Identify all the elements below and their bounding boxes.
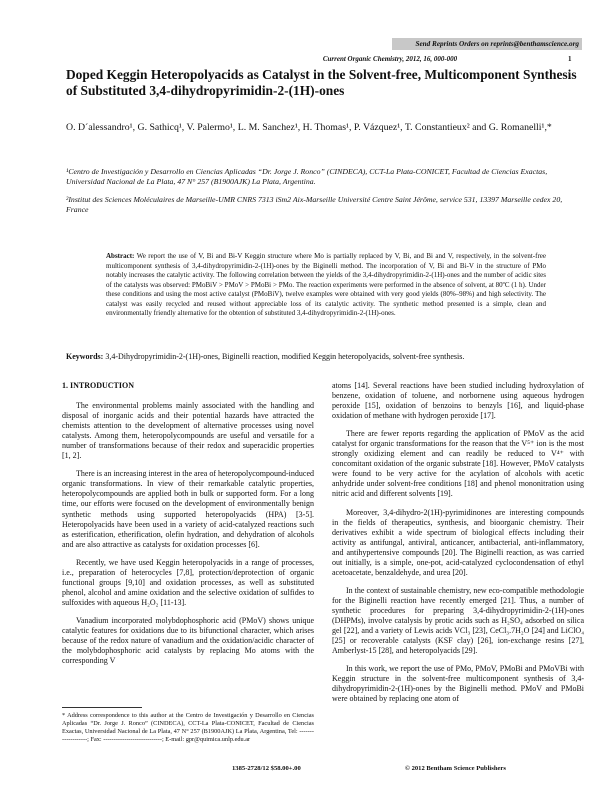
- footnote-rule: [62, 707, 142, 708]
- paragraph: Moreover, 3,4-dihydro-2(1H)-pyrimidinones are interesting compounds in the fields of therapeutics, synthesis, and bioorganic chemistry. Their derivatives exhibit a wide spectrum of biological effects including their activity as antifungal, antiviral, anticancer, antibacterial, anti-inflammatory, and antihypertensive compounds [20]. The Biginelli reaction, as was carried out initially, is a simple, one-pot, acid-catalyzed cyclocondensation of ethyl acetoacetate, benzaldehyde, and urea [20].: [332, 507, 584, 577]
- affiliation-2: ²Institut des Sciences Moléculaires de Marseille-UMR CNRS 7313 iSm2 Aix-Marseille Université Centre Saint Jérôme, service 531, 13397 Marseille cedex 20, France: [66, 195, 563, 215]
- abstract-text: We report the use of V, Bi and Bi-V Keggin structure where Mo is partially replaced by V, Bi, and Bi and V, respectively, in the solvent-free multicomponent synthesis of 3,4-dihydropyrimidin-2-(1H)-ones by the Biginelli method. The incorporation of V, Bi and Bi-V in the structure of PMo notably increases the catalytic activity. The following correlation between the yields of the 3,4-dihydropyrimidin-2-(1H)-ones and the number of acidic sites of the catalysts was observed: PMoBiV > PMoV > PMoBi > PMo. The reaction experiments were performed in the absence of solvent, at 80ºC (1 h). Under these conditions and using the most active catalyst (PMoBiV), twelve examples were obtained with very good yields (80%–98%) and high selectivity. The catalyst was easily recycled and reused without appreciable loss of its catalytic activity. The synthetic method presented is a simple, clean and environmentally friendly alternative for the obtention of substituted 3,4-dihydropyrimidin-2-(1H)-ones.: [106, 252, 547, 318]
- reprint-notice: Send Reprints Orders on reprints@benthamscience.org: [415, 40, 579, 48]
- author-list: O. D´alessandro¹, G. Sathicq¹, V. Palermo¹, L. M. Sanchez¹, H. Thomas¹, P. Vázquez¹, T. Constantieux² and G. Romanelli¹,*: [66, 122, 552, 133]
- paragraph: There is an increasing interest in the area of heteropolycompound-induced organic transformations. In view of their remarkable catalytic properties, heteropolycompounds are applied both in bulk or supported form. For a long time, our efforts were focused on the development of environmentally benign synthetic methods using supported heteropolyacids (HPA) [3-5]. Heteropolyacids have been used in a variety of acid-catalyzed reactions such as esterification, etherification, olefin hydration, and dehydration of alcohols and are also attractive as catalysts for oxidation processes [6].: [62, 469, 314, 549]
- section-heading: 1. INTRODUCTION: [62, 381, 135, 390]
- affiliation-1: ¹Centro de Investigación y Desarrollo en Ciencias Aplicadas “Dr. Jorge J. Ronco” (CINDECA), CCT-La Plata-CONICET, Facultad de Ciencias Exactas, Universidad Nacional de La Plata, 47 N° 257 (B1900AJK) La Plata, Argentina.: [66, 167, 548, 187]
- abstract-label: Abstract:: [106, 252, 135, 260]
- article-title: Doped Keggin Heteropolyacids as Catalyst in the Solvent-free, Multicomponent Synthesis of Substituted 3,4-dihydropyrimidin-2-(1H)-ones: [66, 67, 577, 99]
- paragraph: The environmental problems mainly associated with the handling and disposal of inorganic acids and their potential hazards have attracted the chemists attention to the development of alternative processes using novel catalysts. Among them, heteropolycompounds are useful and versatile for a number of transformations because of their redox and superacidic properties [1, 2].: [62, 401, 314, 461]
- document-code: 1385-2728/12 $58.00+.00: [232, 765, 301, 772]
- paragraph: Vanadium incorporated molybdophosphoric acid (PMoV) shows unique catalytic features for oxidations due to its bifunctional character, which arises because of the redox nature of vanadium and the oxidation/acidic character of the molybdophosphoric acid catalysts by replacing Mo atoms with the corresponding V: [62, 615, 314, 666]
- left-column: [62, 381, 314, 674]
- abstract: [106, 252, 546, 319]
- paragraph: Recently, we have used Keggin heteropolyacids in a range of processes, i.e., preparation of heterocycles [7,8], protection/deprotection of organic functional groups [9,10] and oxidation processes, as well as substituted phenol, alcohol and amine oxidation and the selective oxidation of sulfides to sulfoxides with aqueous H₂O₂ [11-13].: [62, 557, 314, 607]
- keywords-label: Keywords:: [66, 352, 104, 361]
- right-column: [332, 381, 584, 712]
- page-number: 1: [568, 55, 572, 63]
- correspondence-footnote: * Address correspondence to this author at the Centro de Investigación y Desarrollo en Ciencias Aplicadas “Dr. Jorge J. Ronco” (CINDECA), CCT-La Plata-CONICET, Facultad de Ciencias Exactas, Universidad Nacional de La Plata, 47 N° 257 (B1900AJK) La Plata, Argentina, Tel: -------------------; Fax: ----------------------------; E-mail: gpr@quimica.unlp.edu.ar: [62, 712, 314, 743]
- paragraph: In this work, we report the use of PMo, PMoV, PMoBi and PMoVBi with Keggin structure in the solvent-free multicomponent synthesis of 3,4-dihydropyrimidin-2-(1H)-ones by the Biginelli method. PMoV and PMoBi were obtained by replacing one atom of: [332, 664, 584, 704]
- copyright-notice: © 2012 Bentham Science Publishers: [405, 765, 506, 772]
- paragraph: In the context of sustainable chemistry, new eco-compatible methodologie for the Biginelli reaction have recently emerged [21]. Thus, a number of synthetic procedures for preparing 3,4-dihydropyrimidin-2-(1H)-ones (DHPMs), involve catalysis by protic acids such as H₂SO₄ adsorbed on silica gel [22], and a variety of Lewis acids VCl₃ [23], CeCl₃.7H₂O [24] and LiClO₄ [25] or recoverable catalysts (KSF clay) [26], ion-exchange resins [27], Amberlyst-15 [28], and heteropolyacids [29].: [332, 585, 584, 656]
- keywords: [66, 352, 584, 362]
- paragraph: atoms [14]. Several reactions have been studied including hydroxylation of benzene, oxidation of toluene, and norbornene using aqueous hydrogen peroxide [15], oxidation of benzoins to benzyls [16], and liquid-phase oxidation of methane with hydrogen peroxide [17].: [332, 381, 584, 421]
- reprint-notice-bar: [392, 38, 582, 50]
- keywords-text: 3,4-Dihydropyrimidin-2-(1H)-ones, Biginelli reaction, modified Keggin heteropolyacids, solvent-free synthesis.: [105, 352, 465, 361]
- paragraph: There are fewer reports regarding the application of PMoV as the acid catalyst for organic transformations for the reason that the V⁵⁺ ion is the most strongly oxidizing element and can readily be reduced to V⁴⁺ with concomitant oxidation of the organic substrate [18]. However, PMoV catalysts were found to be very active for the acylation of alcohols with acetic anhydride under solvent-free conditions [18] and phenol mononitration using nitric acid and different solvents [19].: [332, 429, 584, 499]
- journal-citation: Current Organic Chemistry, 2012, 16, 000-000: [322, 55, 458, 63]
